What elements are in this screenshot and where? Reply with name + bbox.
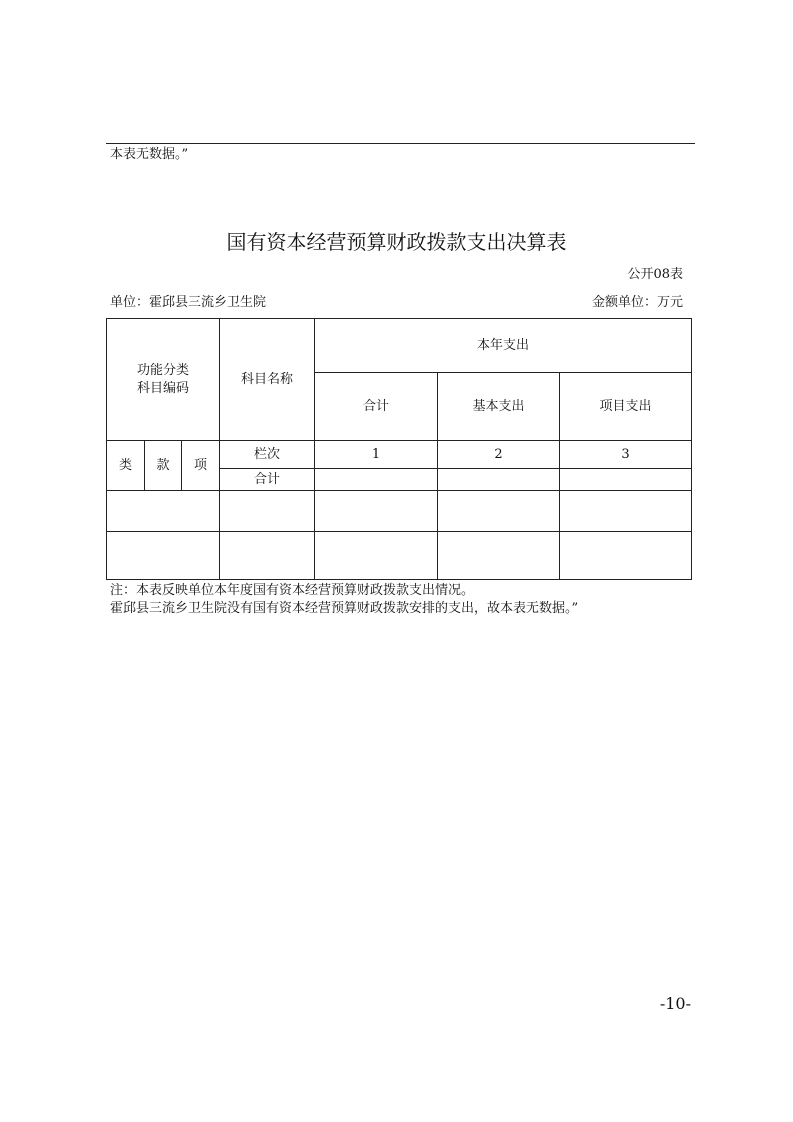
col-basic-header: 基本支出 (438, 373, 560, 441)
total-row-label: 合计 (220, 469, 315, 491)
col-lei-header: 类 (107, 441, 145, 491)
annual-expense-header: 本年支出 (315, 319, 692, 373)
empty-cell (220, 491, 315, 532)
total-row-cell (438, 469, 560, 491)
col-xiang-header: 项 (182, 441, 220, 491)
top-note: 本表无数据。” (110, 147, 189, 162)
empty-cell (560, 491, 692, 532)
empty-cell (107, 532, 220, 580)
note-line-2: 霍邱县三流乡卫生院没有国有资本经营预算财政拨款安排的支出，故本表无数据。” (110, 601, 579, 616)
empty-cell (315, 532, 438, 580)
expenditure-table (106, 318, 692, 580)
total-row-cell (315, 469, 438, 491)
col-number-2: 2 (438, 441, 560, 469)
empty-cell (560, 532, 692, 580)
unit-label: 单位：霍邱县三流乡卫生院 (110, 295, 267, 310)
top-rule (106, 143, 695, 144)
col-total-header: 合计 (315, 373, 438, 441)
col-kuan-header: 款 (145, 441, 182, 491)
note-line-1: 注：本表反映单位本年度国有资本经营预算财政拨款支出情况。 (110, 583, 475, 598)
col-number-3: 3 (560, 441, 692, 469)
empty-cell (220, 532, 315, 580)
empty-cell (438, 491, 560, 532)
empty-cell (107, 491, 220, 532)
page-title: 国有资本经营预算财政拨款支出决算表 (226, 230, 567, 254)
empty-row (107, 491, 692, 532)
header-row-1 (107, 319, 692, 373)
page-number: -10- (659, 994, 691, 1013)
amount-unit-label: 金额单位：万元 (591, 295, 683, 310)
total-row-cell (560, 469, 692, 491)
form-code: 公开08表 (627, 267, 683, 282)
empty-cell (315, 491, 438, 532)
subject-name-header: 科目名称 (220, 319, 315, 441)
empty-row (107, 532, 692, 580)
col-project-header: 项目支出 (560, 373, 692, 441)
empty-cell (438, 532, 560, 580)
func-class-header: 功能分类 科目编码 (107, 319, 220, 441)
row-number-label: 栏次 (220, 441, 315, 469)
col-number-1: 1 (315, 441, 438, 469)
column-number-row (107, 441, 692, 469)
